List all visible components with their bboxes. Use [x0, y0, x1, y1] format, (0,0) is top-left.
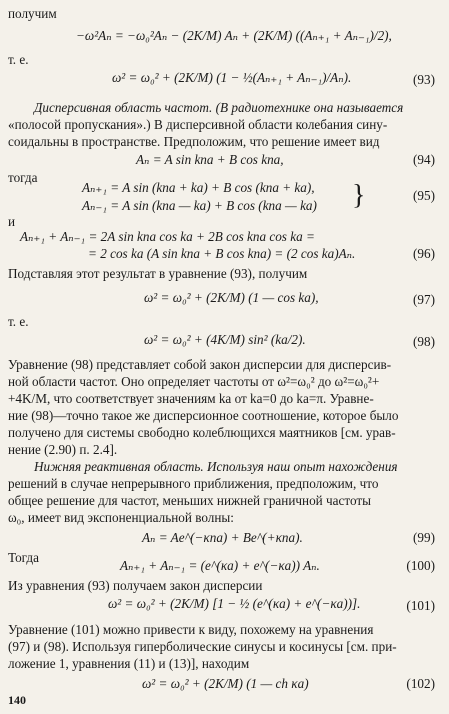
equation-number: (95) [413, 188, 435, 203]
equation-number: (97) [413, 292, 435, 307]
equation: ω² = ω₀² + (4K/M) sin² (ka/2). [144, 332, 306, 347]
text-line: и [8, 214, 16, 229]
equation-number: (100) [406, 558, 435, 573]
text-line: Тогда [8, 550, 39, 565]
text-line: соидальны в пространстве. Предположим, что решение имеет вид [8, 134, 380, 149]
text-line: ω₀, имеет вид экспоненциальной волны: [8, 510, 234, 525]
text-line: общее решение для частот, меньших нижней граничной частоты [8, 493, 371, 508]
text-line: «полосой пропускания».) В дисперсивной области колебания сину- [8, 117, 388, 132]
text-line: решений в случае непрерывного приближения, предположим, что [8, 476, 379, 491]
text-line: Дисперсивная область частот. (В радиотехнике она называется [34, 100, 404, 115]
text-line: т. е. [8, 314, 29, 329]
text-line: +4K/M, что соответствует значениям ka от ka=0 до ka=π. Уравне- [8, 391, 374, 406]
text-line: тогда [8, 170, 38, 185]
text-line: Из уравнения (93) получаем закон дисперсии [8, 578, 263, 593]
text-line: т. е. [8, 52, 29, 67]
equation-number: (96) [413, 246, 435, 261]
equation-number: (94) [413, 152, 435, 167]
equation: ω² = ω₀² + (2K/M) (1 — cos ka), [144, 290, 319, 305]
equation: Aₙ₋₁ = A sin (kna — ka) + B cos (kna — ka) [82, 198, 317, 213]
equation: −ω²Aₙ = −ω₀²Aₙ − (2K/M) Aₙ + (2K/M) ((Aₙ₊₁ + Aₙ₋₁)/2), [76, 28, 392, 43]
equation-number: (93) [413, 72, 435, 87]
equation: = 2 cos ka (A sin kna + B cos kna) = (2 cos ka)Aₙ. [88, 246, 356, 261]
equation: Aₙ₊₁ + Aₙ₋₁ = (e^(κa) + e^(−κa)) Aₙ. [120, 558, 320, 573]
equation-number: (99) [413, 530, 435, 545]
text-line: получено для системы свободно колеблющихся маятников [см. урав- [8, 425, 396, 440]
text-line: Уравнение (98) представляет собой закон дисперсии для дисперсив- [8, 357, 392, 372]
equation-number: (101) [406, 598, 435, 613]
text-line: ние (98)—точно такое же дисперсионное соотношение, которое было [8, 408, 399, 423]
equation: Aₙ = A sin kna + B cos kna, [136, 152, 284, 167]
equation-number: (102) [406, 676, 435, 691]
equation: Aₙ = Ae^(−κna) + Be^(+κna). [142, 530, 303, 545]
text-line: Уравнение (101) можно привести к виду, похожему на уравнения [8, 622, 374, 637]
text-line: (97) и (98). Используя гиперболические синусы и косинусы [см. при- [8, 639, 397, 654]
equation: ω² = ω₀² + (2K/M) (1 — ch κa) [142, 676, 309, 691]
text-line: нение (2.90) п. 2.4]. [8, 442, 118, 457]
text-line: ложение 1, уравнения (11) и (13)], находим [8, 656, 250, 671]
equation: Aₙ₊₁ = A sin (kna + ka) + B cos (kna + ka), [82, 180, 315, 195]
text-line: ной области частот. Оно определяет частоты от ω²=ω₀² до ω²=ω₀²+ [8, 374, 380, 389]
text-line: Подставляя этот результат в уравнение (93), получим [8, 266, 308, 281]
page-number: 140 [8, 693, 26, 707]
text-line: получим [8, 6, 57, 21]
equation: ω² = ω₀² + (2K/M) [1 − ½ (e^(κa) + e^(−κa))]. [108, 596, 361, 611]
text-line: Нижняя реактивная область. Используя наш опыт нахождения [34, 459, 398, 474]
equation: ω² = ω₀² + (2K/M) (1 − ½(Aₙ₊₁ + Aₙ₋₁)/Aₙ). [112, 70, 352, 85]
equation: Aₙ₊₁ + Aₙ₋₁ = 2A sin kna cos ka + 2B cos kna cos ka = [20, 229, 315, 244]
brace: } [352, 180, 366, 211]
equation-number: (98) [413, 334, 435, 349]
